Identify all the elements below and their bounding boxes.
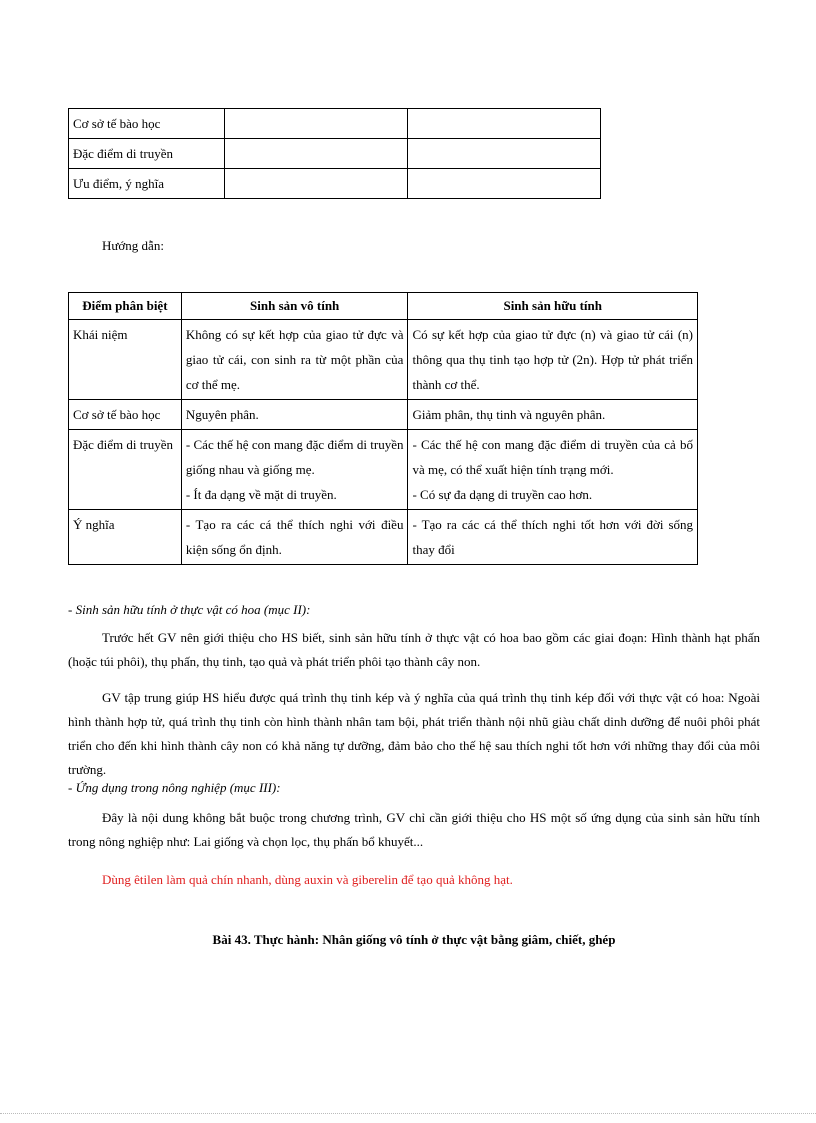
column-header: Sinh sản hữu tính (408, 293, 698, 320)
table-header-row (69, 293, 698, 320)
table-row (69, 169, 601, 199)
paragraph: Đây là nội dung không bắt buộc trong chương trình, GV chỉ cần giới thiệu cho HS một số ứng dụng của sinh sản hữu tính trong nông nghiệp như: Lai giống và chọn lọc, thụ phấn bổ khuyết... (68, 810, 760, 849)
column-header: Sinh sản vô tính (181, 293, 408, 320)
row-label: Ý nghĩa (69, 510, 182, 565)
guide-label: Hướng dẫn: (102, 238, 164, 253)
section-heading: - Sinh sản hữu tính ở thực vật có hoa (mục II): (68, 602, 311, 617)
paragraph: Trước hết GV nên giới thiệu cho HS biết, sinh sản hữu tính ở thực vật có hoa bao gồm các giai đoạn: Hình thành hạt phấn (hoặc túi phôi), thụ phấn, thụ tinh, tạo quả và phát triển phôi tạo thành cây non. (68, 630, 760, 669)
sexual-cell: - Tạo ra các cá thể thích nghi tốt hơn với đời sống thay đổi (408, 510, 698, 565)
asexual-cell: Nguyên phân. (181, 400, 408, 430)
lesson-title: Bài 43. Thực hành: Nhân giống vô tính ở thực vật bằng giâm, chiết, ghép (212, 932, 616, 947)
red-note: Dùng êtilen làm quả chín nhanh, dùng auxin và giberelin để tạo quả không hạt. (102, 872, 513, 887)
page-divider (0, 1113, 816, 1114)
asexual-cell: - Các thế hệ con mang đặc điểm di truyền giống nhau và giống mẹ. - Ít đa dạng về mặt di truyền. (181, 430, 408, 510)
table-row (69, 109, 601, 139)
sexual-cell: Giảm phân, thụ tinh và nguyên phân. (408, 400, 698, 430)
comparison-table (68, 292, 698, 565)
sexual-cell: Có sự kết hợp của giao tử đực (n) và giao tử cái (n) thông qua thụ tinh tạo hợp tử (2n). Hợp tử phát triển thành cơ thể. (408, 320, 698, 400)
table-row (69, 320, 698, 400)
row-label: Ưu điểm, ý nghĩa (69, 169, 225, 199)
row-label: Đặc điểm di truyền (69, 430, 182, 510)
row-label: Cơ sở tế bào học (69, 109, 225, 139)
sexual-cell: - Các thế hệ con mang đặc điểm di truyền của cả bố và mẹ, có thể xuất hiện tính trạng mới. - Có sự đa dạng di truyền cao hơn. (408, 430, 698, 510)
row-label: Đặc điểm di truyền (69, 139, 225, 169)
row-label: Cơ sở tế bào học (69, 400, 182, 430)
column-header: Điểm phân biệt (69, 293, 182, 320)
table-row (69, 400, 698, 430)
table-row (69, 430, 698, 510)
asexual-cell: - Tạo ra các cá thể thích nghi với điều kiện sống ổn định. (181, 510, 408, 565)
row-label: Khái niệm (69, 320, 182, 400)
asexual-cell: Không có sự kết hợp của giao tử đực và giao tử cái, con sinh ra từ một phần của cơ thể mẹ. (181, 320, 408, 400)
paragraph: GV tập trung giúp HS hiểu được quá trình thụ tinh kép và ý nghĩa của quá trình thụ tinh kép đối với thực vật có hoa: Ngoài hình thành hợp tử, quá trình thụ tinh còn hình thành nhân tam bội, phát triển thành nội nhũ giàu chất dinh dưỡng để nuôi phôi phát triển cho đến khi hình thành cây non có khả năng tự dưỡng, đảm bảo cho thế hệ sau thích nghi tốt hơn với những thay đổi của môi trường. (68, 690, 760, 777)
empty-comparison-table (68, 108, 601, 199)
table-row (69, 510, 698, 565)
table-row (69, 139, 601, 169)
section-heading: - Ứng dụng trong nông nghiệp (mục III): (68, 780, 281, 795)
